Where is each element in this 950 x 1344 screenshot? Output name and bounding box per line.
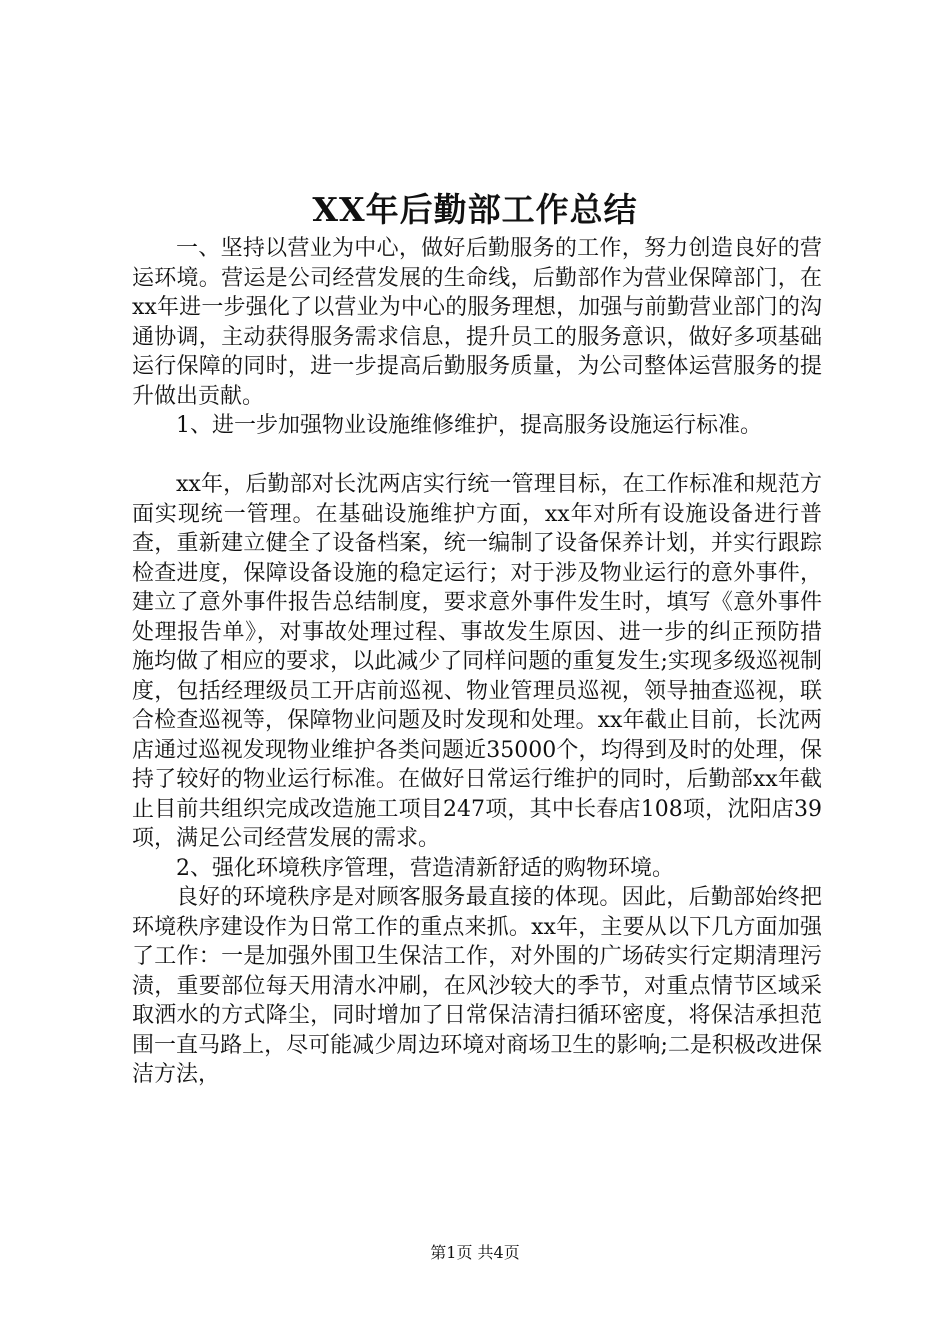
paragraph-intro: 一、坚持以营业为中心，做好后勤服务的工作，努力创造良好的营运环境。营运是公司经营发展的生命线，后勤部作为营业保障部门，在xx年进一步强化了以营业为中心的服务理想，加强与前勤营业部门的沟通协调，主动获得服务需求信息，提升员工的服务意识，做好多项基础运行保障的同时，进一步提高后勤服务质量，为公司整体运营服务的提升做出贡献。: [132, 236, 822, 409]
paragraph-facilities: xx年，后勤部对长沈两店实行统一管理目标，在工作标准和规范方面实现统一管理。在基础设施维护方面，xx年对所有设施设备进行普查，重新建立健全了设备档案，统一编制了设备保养计划，并实行跟踪检查进度，保障设备设施的稳定运行；对于涉及物业运行的意外事件，建立了意外事件报告总结制度，要求意外事件发生时，填写《意外事件处理报告单》，对事故处理过程、事故发生原因、进一步的纠正预防措施均做了相应的要求，以此减少了同样问题的重复发生;实现多级巡视制度，包括经理级员工开店前巡视、物业管理员巡视，领导抽查巡视，联合检查巡视等，保障物业问题及时发现和处理。xx年截止目前，长沈两店通过巡视发现物业维护各类问题近35000个，均得到及时的处理，保持了较好的物业运行标准。在做好日常运行维护的同时，后勤部xx年截止目前共组织完成改造施工项目247项，其中长春店108项，沈阳店39项，满足公司经营发展的需求。: [132, 472, 822, 851]
document-body: [132, 234, 822, 1090]
document-title: XX年后勤部工作总结: [312, 190, 638, 229]
section-heading-1: 1、进一步加强物业设施维修维护，提高服务设施运行标准。: [176, 413, 762, 438]
paragraph-environment: 良好的环境秩序是对顾客服务最直接的体现。因此，后勤部始终把环境秩序建设作为日常工作的重点来抓。xx年，主要从以下几方面加强了工作：一是加强外围卫生保洁工作，对外围的广场砖实行定期清理污渍，重要部位每天用清水冲刷，在风沙较大的季节，对重点情节区域采取洒水的方式降尘，同时增加了日常保洁清扫循环密度，将保洁承担范围一直马路上，尽可能减少周边环境对商场卫生的影响;二是积极改进保洁方法，: [132, 885, 822, 1087]
page-footer: 第1页 共4页: [430, 1243, 520, 1262]
section-heading-2: 2、强化环境秩序管理，营造清新舒适的购物环境。: [176, 855, 674, 881]
